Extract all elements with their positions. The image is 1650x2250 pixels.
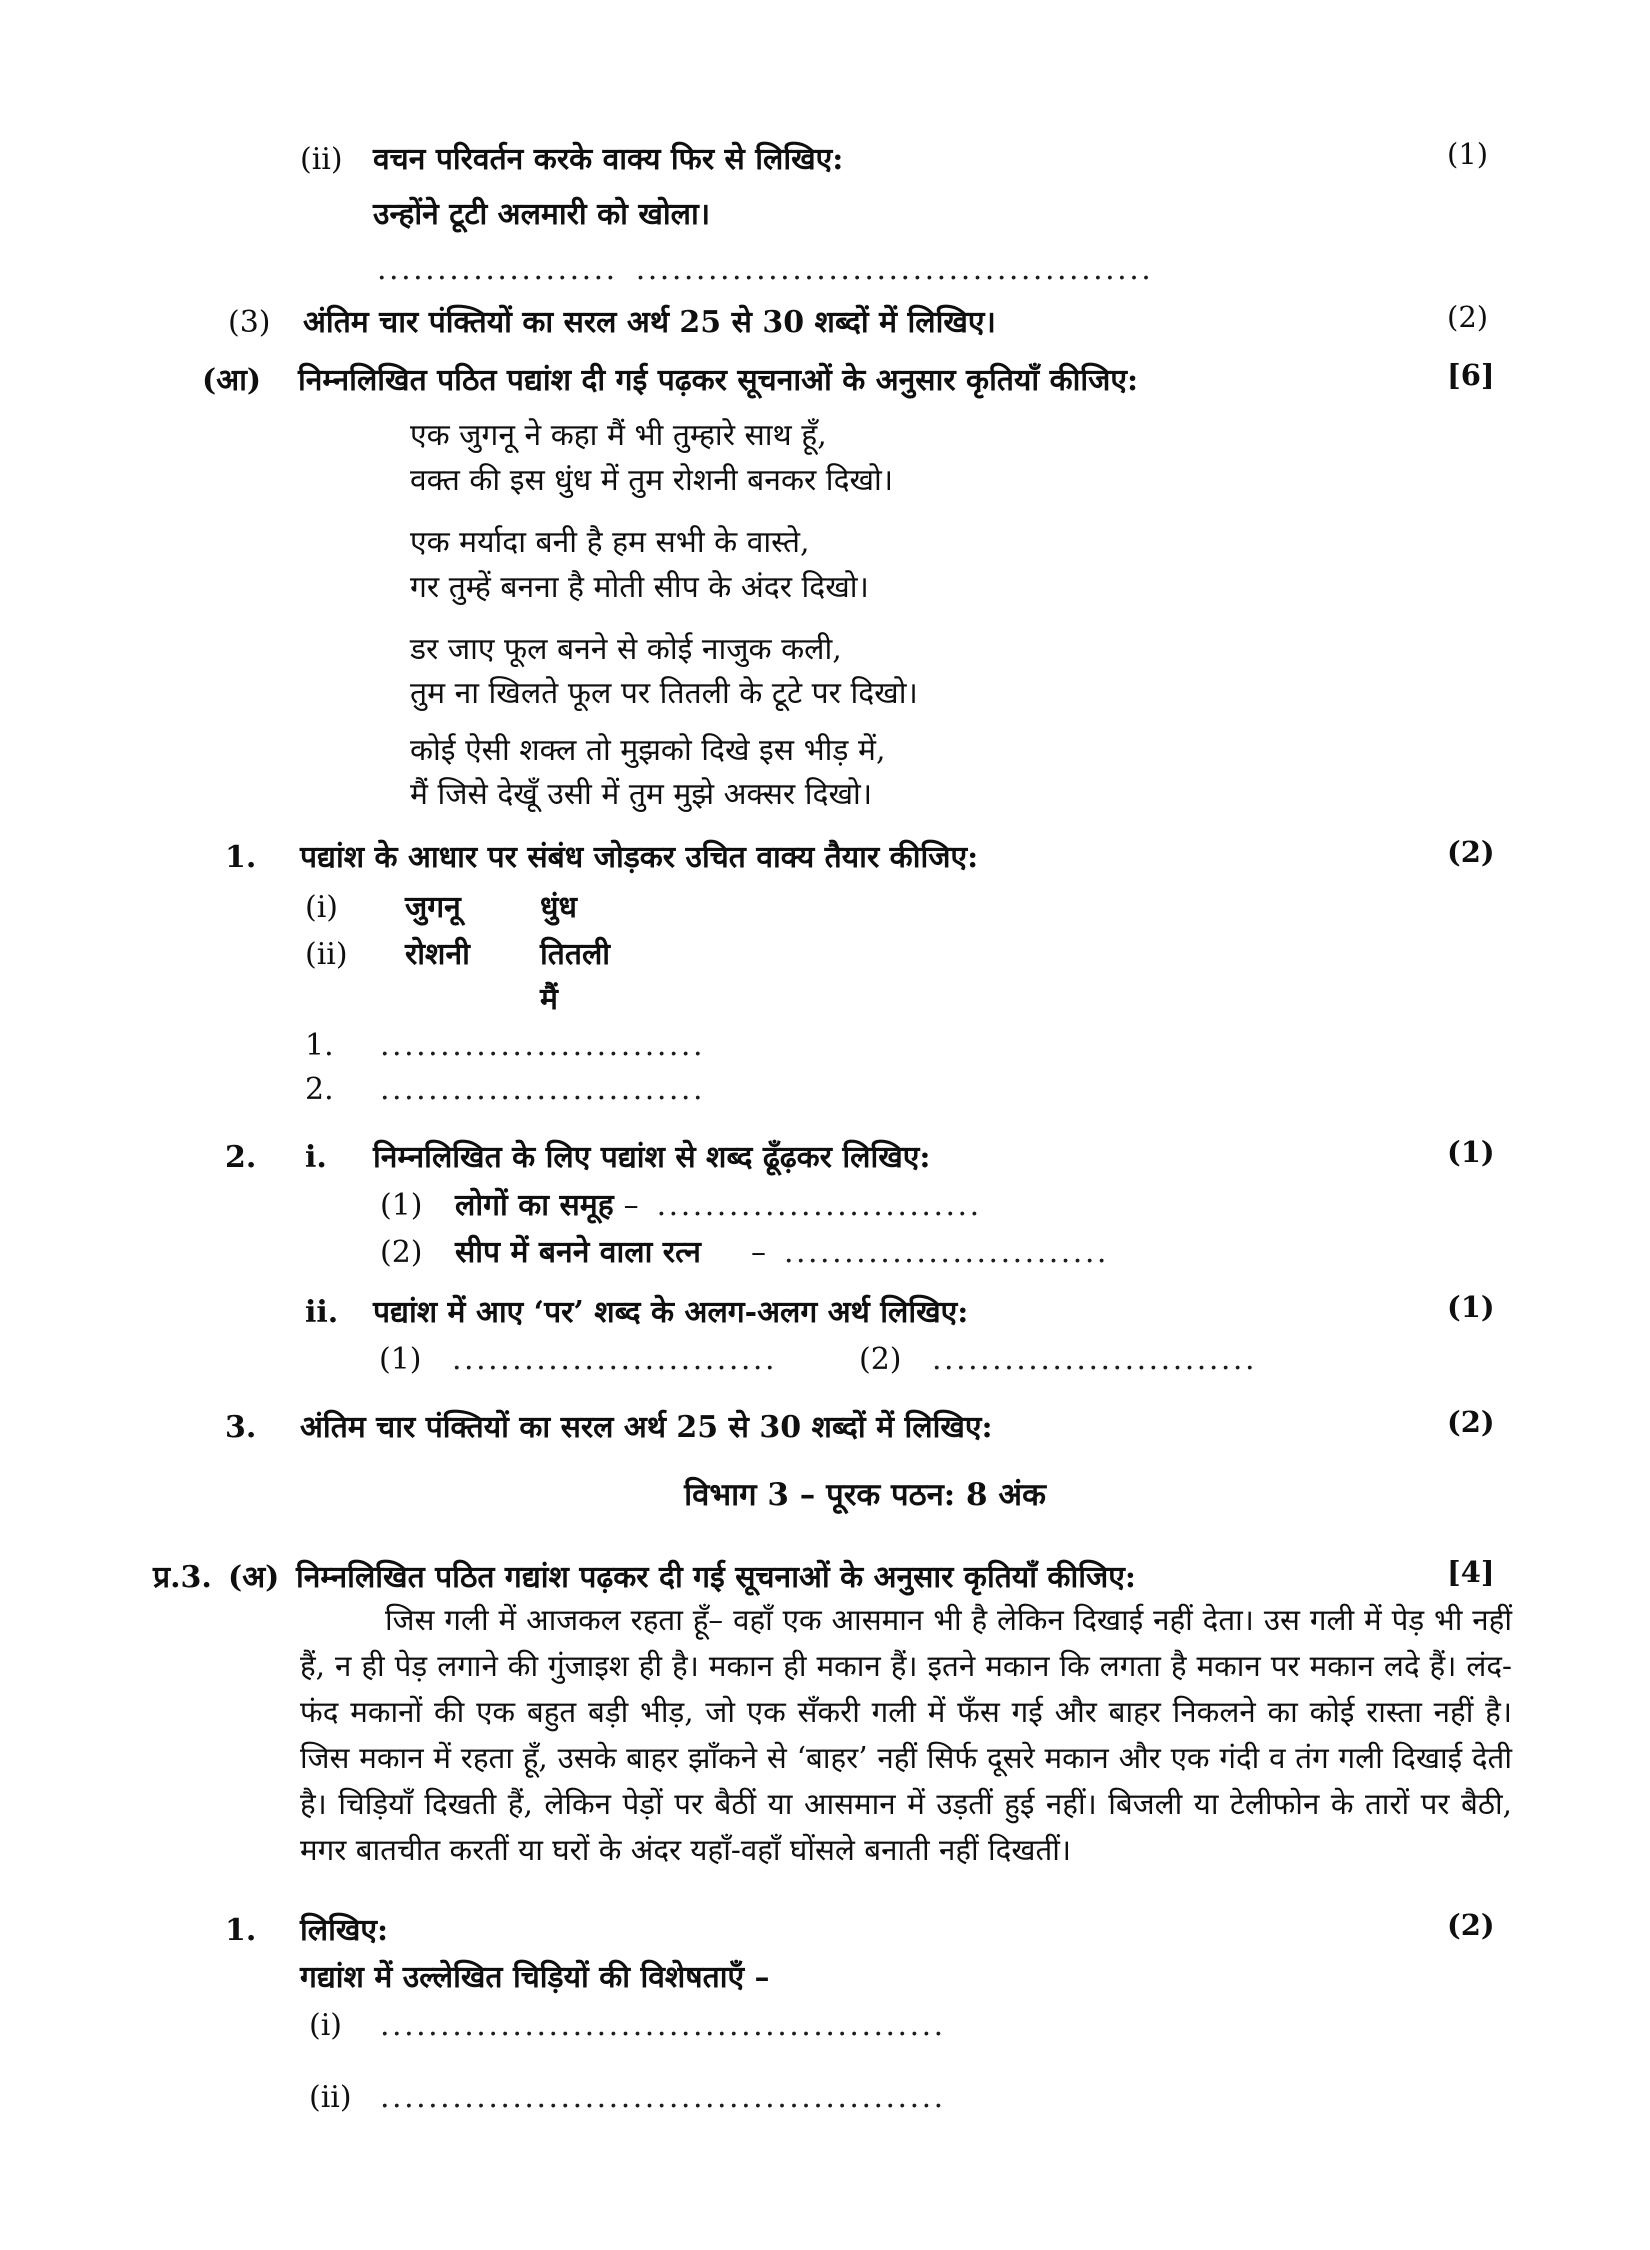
- poem-line: [410, 413, 827, 454]
- poem-line-text: मैं जिसे देखूँ उसी में तुम मुझे अक्सर दिखो।: [410, 777, 873, 812]
- marks-badge: (2): [1447, 1405, 1495, 1439]
- marks-badge: (2): [1447, 1908, 1495, 1942]
- poem-line-text: कोई ऐसी शक्ल तो मुझको दिखे इस भीड़ में,: [410, 733, 886, 768]
- answer-label: (ii): [309, 2080, 352, 2115]
- poem-question-1-row: [225, 835, 978, 876]
- prose-question-1-subtitle: गद्यांश में उल्लेखित चिड़ियों की विशेषताएँ –: [300, 1960, 770, 1995]
- match-answer-row: [305, 1072, 705, 1107]
- poem-line: [410, 728, 886, 769]
- sub-question-ii-text: पद्यांश में आए ‘पर’ शब्द के अलग-अलग अर्थ लिखिए:: [373, 1295, 969, 1330]
- marks-badge: (1): [1447, 137, 1489, 171]
- word-find-item-row: [380, 1230, 1109, 1271]
- poem-line-text: डर जाए फूल बनने से कोई नाजुक कली,: [410, 632, 842, 667]
- section-heading: विभाग 3 – पूरक पठन: 8 अंक: [684, 1477, 1046, 1513]
- match-row: [540, 977, 558, 1018]
- item-text: लोगों का समूह: [455, 1188, 614, 1223]
- prose-question-1-subtitle-row: [300, 1955, 770, 1996]
- answer-dots: ...........................: [380, 1072, 705, 1107]
- question-aa-text: निम्नलिखित पठित पद्यांश दी गई पढ़कर सूचनाओं के अनुसार कृतियाँ कीजिए:: [298, 363, 1139, 398]
- answer-label: (i): [309, 2008, 343, 2043]
- question-aa-row: [202, 358, 1138, 399]
- match-right-word: धुंध: [540, 890, 577, 925]
- answer-dots: ...........................: [783, 1235, 1109, 1270]
- answer-dotted-line-row: [377, 252, 1153, 287]
- poem-question-1-label: 1.: [225, 840, 257, 875]
- poem-line-text: गर तुम्हें बनना है मोती सीप के अंदर दिखो।: [410, 570, 869, 605]
- sub-question-i-text: निम्नलिखित के लिए पद्यांश से शब्द ढूँढ़कर लिखिए:: [373, 1140, 931, 1175]
- match-row-label: (ii): [305, 937, 348, 972]
- item-dash: –: [750, 1235, 766, 1270]
- match-left-word: रोशनी: [405, 937, 470, 972]
- prose-question-1-text: लिखिए:: [300, 1913, 389, 1948]
- meaning-answer-row: [379, 1342, 777, 1377]
- marks-badge: [4]: [1447, 1555, 1495, 1589]
- question-3a-label: (अ): [228, 1560, 280, 1595]
- sub-question-ii-label: ii.: [305, 1295, 339, 1330]
- word-find-item-row: [380, 1183, 982, 1224]
- poem-question-2ii-row: [305, 1290, 968, 1331]
- answer-dots: ...........................: [380, 1028, 705, 1063]
- prose-question-1-row: [225, 1908, 388, 1949]
- question-ii-sentence-row: [373, 192, 710, 233]
- sub-question-i-label: i.: [305, 1140, 327, 1175]
- question-3-text: अंतिम चार पंक्तियों का सरल अर्थ 25 से 30 शब्दों में लिखिए।: [303, 305, 996, 340]
- question-3-row: [228, 300, 996, 341]
- marks-badge: (2): [1447, 300, 1489, 334]
- marks-badge: (2): [1447, 835, 1495, 869]
- prose-passage: जिस गली में आजकल रहता हूँ– वहाँ एक आसमान भी है लेकिन दिखाई नहीं देता। उस गली में पेड़ भी नहीं हैं, न ही पेड़ लगाने की गुंजाइश ही है। मकान ही मकान हैं। इतने मकान कि लगता है मकान पर मकान लदे हैं। लंद-फंद मकानों की एक बहुत बड़ी भीड़, जो एक सँकरी गली में फँस गई और बाहर निकलने का कोई रास्ता नहीं है। जिस मकान में रहता हूँ, उसके बाहर झाँकने से ‘बाहर’ नहीं सिर्फ दूसरे मकान और एक गंदी व तंग गली दिखाई देती है। चिड़ियाँ दिखती हैं, लेकिन पेड़ों पर बैठीं या आसमान में उड़तीं हुई नहीं। बिजली या टेलीफोन के तारों पर बैठी, मगर बातचीत करतीं या घरों के अंदर यहाँ-वहाँ घोंसले बनाती नहीं दिखतीं।: [300, 1603, 1512, 1867]
- poem-line: [410, 627, 842, 668]
- match-answer-row: [305, 1028, 705, 1063]
- question-number: प्र.3.: [153, 1560, 212, 1595]
- match-right-word: मैं: [540, 982, 558, 1017]
- item-text: सीप में बनने वाला रत्न: [455, 1235, 701, 1270]
- poem-line: [410, 772, 872, 813]
- poem-question-2i-row: [225, 1135, 930, 1176]
- match-answer-label: 1.: [305, 1028, 334, 1063]
- feature-answer-row: [309, 2080, 946, 2115]
- marks-badge: (1): [1447, 1290, 1495, 1324]
- poem-line-text: वक्त की इस धुंध में तुम रोशनी बनकर दिखो।: [410, 463, 894, 498]
- item-label: (2): [380, 1235, 423, 1270]
- poem-line-text: एक मर्यादा बनी है हम सभी के वास्ते,: [410, 525, 810, 560]
- poem-question-3-label: 3.: [225, 1410, 257, 1445]
- poem-question-1-text: पद्यांश के आधार पर संबंध जोड़कर उचित वाक्य तैयार कीजिए:: [300, 840, 979, 875]
- poem-question-3-text: अंतिम चार पंक्तियों का सरल अर्थ 25 से 30 शब्दों में लिखिए:: [300, 1410, 993, 1445]
- match-row: [305, 885, 577, 926]
- answer-dots: ...........................: [452, 1342, 777, 1377]
- poem-question-2-label: 2.: [225, 1140, 257, 1175]
- answer-dots: ...........................: [932, 1342, 1257, 1377]
- match-right-word: तितली: [540, 937, 611, 972]
- question-3-label: (3): [228, 305, 271, 340]
- poem-question-3-row: [225, 1405, 993, 1446]
- question-ii-label: (ii): [300, 142, 343, 177]
- item-label: (1): [380, 1188, 423, 1223]
- match-answer-label: 2.: [305, 1072, 334, 1107]
- poem-line: [410, 458, 893, 499]
- answer-dots: ....................: [377, 252, 618, 287]
- poem-line-text: तुम ना खिलते फूल पर तितली के टूटे पर दिखो।: [410, 676, 918, 711]
- question-ii-text: वचन परिवर्तन करके वाक्य फिर से लिखिए:: [373, 142, 844, 177]
- feature-answer-row: [309, 2008, 946, 2043]
- answer-label: (1): [379, 1342, 422, 1377]
- poem-line-text: एक जुगनू ने कहा मैं भी तुम्हारे साथ हूँ,: [410, 418, 827, 453]
- question-aa-label: (आ): [202, 363, 262, 398]
- match-row: [305, 932, 610, 973]
- poem-line: [410, 520, 809, 561]
- prose-question-1-label: 1.: [225, 1913, 257, 1948]
- item-dash: –: [623, 1188, 639, 1223]
- poem-line: [410, 565, 869, 606]
- answer-dots: ...............................................: [380, 2008, 946, 2043]
- poem-line: [410, 671, 918, 712]
- answer-dots: ...............................................: [380, 2080, 946, 2115]
- question-ii-row: [300, 137, 843, 178]
- question-ii-sentence: उन्होंने टूटी अलमारी को खोला।: [373, 197, 711, 232]
- answer-dots: ...........................................: [635, 252, 1154, 287]
- answer-label: (2): [859, 1342, 902, 1377]
- match-left-word: जुगनू: [405, 890, 461, 925]
- question-3a-text: निम्नलिखित पठित गद्यांश पढ़कर दी गई सूचनाओं के अनुसार कृतियाँ कीजिए:: [296, 1560, 1136, 1595]
- marks-badge: [6]: [1447, 358, 1495, 392]
- match-row-label: (i): [305, 890, 339, 925]
- question-3a-row: [153, 1555, 1136, 1596]
- meaning-answer-row: [859, 1342, 1257, 1377]
- answer-dots: ...........................: [656, 1188, 982, 1223]
- marks-badge: (1): [1447, 1135, 1495, 1169]
